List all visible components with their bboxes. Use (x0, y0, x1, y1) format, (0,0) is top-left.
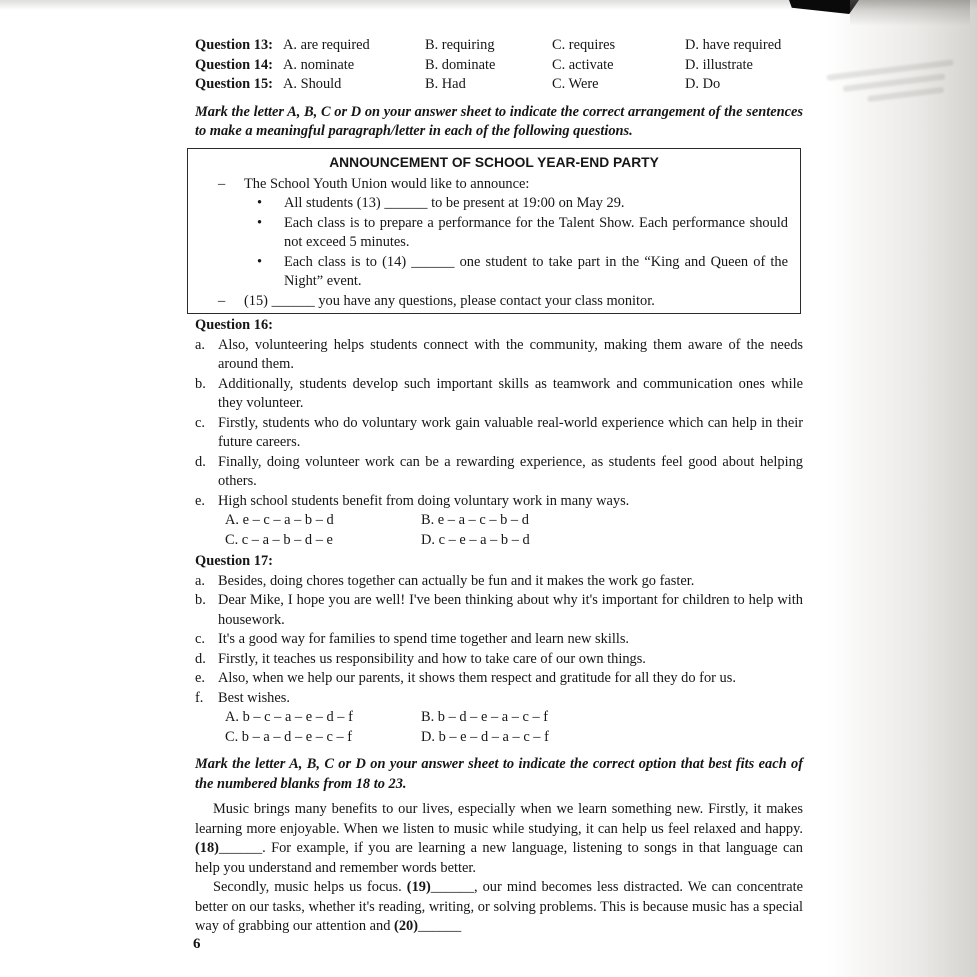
item-letter: e. (195, 670, 205, 686)
ordering-item (195, 650, 803, 670)
item-letter: a. (195, 572, 205, 589)
ordering-item (195, 572, 803, 592)
mcq-option-a: A. are required (283, 37, 370, 53)
answer-option: B. b – d – e – a – c – f (421, 709, 549, 725)
item-text: Also, volunteering helps students connect with the community, making them aware of the needs around them. (218, 336, 803, 372)
item-letter: f. (195, 689, 204, 706)
bullet-icon: • (257, 214, 263, 231)
announcement-dash-item (200, 292, 788, 312)
mcq-option-b: B. dominate (425, 56, 496, 73)
page-edge-shade (827, 0, 977, 977)
item-text: Firstly, it teaches us responsibility and how to take care of our own things. (218, 650, 646, 667)
page-content (195, 36, 803, 937)
question-label-q16: Question 16: (195, 317, 273, 333)
scan-corner-haze (850, 0, 970, 26)
item-letter: d. (195, 650, 206, 667)
mcq-row-q13 (195, 36, 803, 56)
passage-paragraph-2: Secondly, music helps us focus. (19)______, our mind becomes less distracted. We can concentrate better on our tasks, whether it's reading, writing, or solving problems. This is because music has a special way of grabbing our attention and (20)______ (195, 879, 803, 934)
ordering-item (195, 630, 803, 650)
mcq-option-c: C. requires (552, 37, 616, 53)
bleedthrough-text (825, 52, 958, 119)
announcement-dash-item (200, 175, 788, 195)
item-letter: b. (195, 375, 206, 392)
item-text: Firstly, students who do voluntary work gain valuable real-world experience which can help in their future careers. (218, 414, 803, 450)
page-number: 6 (193, 936, 201, 952)
ordering-item (195, 689, 803, 709)
cloze-passage (195, 800, 803, 937)
mcq-option-d: D. illustrate (685, 56, 753, 73)
answer-option: A. b – c – a – e – d – f (225, 709, 353, 725)
bullet-icon: • (257, 195, 263, 211)
item-letter: c. (195, 631, 205, 647)
dash-icon: – (218, 292, 226, 309)
question-label: Question 15: (195, 76, 273, 92)
ordering-item (195, 453, 803, 492)
announcement-text: All students (13) ______ to be present at 19:00 on May 29. (284, 195, 625, 211)
announcement-box (187, 148, 801, 315)
item-letter: e. (195, 492, 205, 509)
item-text: Finally, doing volunteer work can be a rewarding experience, as students feel good about helping others. (218, 453, 803, 489)
question-label: Question 13: (195, 37, 273, 53)
answer-option: A. e – c – a – b – d (225, 512, 334, 528)
ordering-item (195, 669, 803, 689)
item-text: Dear Mike, I hope you are well! I've been thinking about why it's important for children to help with housework. (218, 592, 803, 628)
announcement-title: ANNOUNCEMENT OF SCHOOL YEAR-END PARTY (329, 154, 659, 170)
mcq-option-d: D. Do (685, 76, 721, 92)
item-letter: c. (195, 414, 205, 431)
answer-option: C. c – a – b – d – e (225, 531, 333, 548)
mcq-row-q14 (195, 56, 803, 76)
item-letter: b. (195, 592, 206, 608)
answer-grid-q17 (225, 708, 803, 747)
passage-paragraph-1: Music brings many benefits to our lives, especially when we learn something new. Firstly, it makes learning more enjoyable. When we listen to music while studying, it can help us feel relaxed and happy. (18)______. For example, if you are learning a new language, listening to songs in that language can help you understand and remember words better. (195, 801, 803, 876)
mcq-option-a: A. Should (283, 76, 342, 92)
item-text: Besides, doing chores together can actually be fun and it makes the work go faster. (218, 572, 695, 589)
scan-corner-mark (789, 0, 859, 14)
announcement-bullet-item (200, 214, 788, 253)
item-text: It's a good way for families to spend time together and learn new skills. (218, 631, 630, 647)
answer-option: D. c – e – a – b – d (421, 531, 530, 548)
mcq-row-q15 (195, 75, 803, 95)
item-text: Best wishes. (218, 689, 290, 706)
announcement-text: Each class is to (14) ______ one student to take part in the “King and Queen of the Night” event. (284, 253, 788, 289)
ordering-item (195, 492, 803, 512)
question-label-q17: Question 17: (195, 553, 273, 569)
ordering-item (195, 414, 803, 453)
answer-option: C. b – a – d – e – c – f (225, 728, 353, 745)
announcement-text: (15) ______ you have any questions, please contact your class monitor. (244, 292, 655, 309)
announcement-bullet-item (200, 194, 788, 214)
mcq-option-a: A. nominate (283, 56, 355, 73)
item-text: Also, when we help our parents, it shows them respect and gratitude for all they do for us. (218, 670, 736, 686)
answer-option: B. e – a – c – b – d (421, 512, 529, 528)
section-instruction-arrangement: Mark the letter A, B, C or D on your answer sheet to indicate the correct arrangement of the sentences to make a meaningful paragraph/letter in each of the following questions. (195, 103, 803, 139)
mcq-option-b: B. requiring (425, 37, 495, 53)
item-letter: a. (195, 336, 205, 353)
announcement-text: The School Youth Union would like to announce: (244, 175, 530, 192)
mcq-option-c: C. Were (552, 76, 599, 92)
bullet-icon: • (257, 253, 263, 270)
answer-grid-q16 (225, 511, 803, 550)
question-label: Question 14: (195, 56, 273, 73)
item-text: Additionally, students develop such important skills as teamwork and communication ones while they volunteer. (218, 375, 803, 411)
item-letter: d. (195, 453, 206, 470)
answer-option: D. b – e – d – a – c – f (421, 728, 549, 745)
ordering-item (195, 591, 803, 630)
ordering-item (195, 375, 803, 414)
announcement-text: Each class is to prepare a performance for the Talent Show. Each performance should not exceed 5 minutes. (284, 214, 788, 250)
ordering-item (195, 336, 803, 375)
mcq-option-c: C. activate (552, 56, 614, 73)
dash-icon: – (218, 175, 226, 192)
mcq-option-d: D. have required (685, 37, 782, 53)
item-text: High school students benefit from doing voluntary work in many ways. (218, 492, 630, 509)
section-instruction-cloze: Mark the letter A, B, C or D on your answer sheet to indicate the correct option that best fits each of the numbered blanks from 18 to 23. (195, 756, 803, 792)
mcq-option-b: B. Had (425, 76, 466, 92)
announcement-bullet-item (200, 253, 788, 292)
